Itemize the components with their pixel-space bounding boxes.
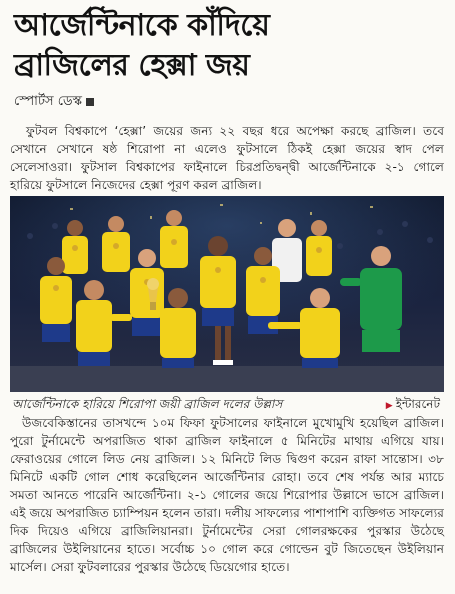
photo-credit-text: ইন্টারনেট <box>395 397 440 411</box>
square-bullet-icon <box>86 98 94 106</box>
photo-credit <box>386 396 440 416</box>
lead-paragraph: ফুটবল বিশ্বকাপে ‘হেক্সা’ জয়ের জন্য ২২ বছর ধরে অপেক্ষা করছে ব্রাজিল। তবে সেখানে সেখানে ষষ্ঠ শিরোপা না এলেও ফুটসালে ঠিকই হেক্সা জয়ের স্বাদ পেল সেলেসাওরা। ফুটসাল বিশ্বকাপের ফাইনালে চিরপ্রতিদ্বন্দ্বী আর্জেন্টিনাকে ২-১ গোলে হারিয়ে ফুটসালে নিজেদের হেক্সা পূরণ করল ব্রাজিল। <box>10 124 444 192</box>
photo-caption-row <box>10 396 444 412</box>
headline <box>14 6 444 86</box>
triangle-marker-icon: ▶ <box>385 401 393 411</box>
body-paragraph: উজবেকিস্তানের তাসখন্দে ১০ম ফিফা ফুটসালের ফাইনালে মুখোমুখি হয়েছিল ব্রাজিল। পুরো টুর্নামেন্টে অপরাজিত থাকা ব্রাজিল ফাইনালে ৫ মিনিটের মাথায় এগিয়ে যায়। ফেরাওয়ের গোলে লিড নেয় ব্রাজিল। ১২ মিনিটে লিড দ্বিগুণ করেন রাফা সান্তোস। ৩৮ মিনিটে একটি গোল শোধ করেছিলেন আর্জেন্টিনার রোহা। তবে শেষ পর্যন্ত আর ম্যাচে সমতা আনতে পারেনি আর্জেন্টিনা। ২-১ গোলের জয়ে শিরোপার উল্লাসে ভাসে ব্রাজিল। এই জয়ে অপরাজিত চ্যাম্পিয়ন হলেন তারা। দলীয় সাফল্যের পাশাপাশি ব্যক্তিগত সাফল্যের দিক দিয়েও এগিয়ে ব্রাজিলিয়ানরা। টুর্নামেন্টের সেরা গোলরক্ষকের পুরস্কার উঠেছে ব্রাজিলের উইলিয়ানের হাতে। সর্বোচ্চ ১০ গোল করে গোল্ডেন বুট জিতেছেন উইলিয়ান মার্সেল। সেরা ফুটবলারের পুরস্কার উঠেছে ডিয়েগোর হাতে। <box>10 416 444 574</box>
byline-text: স্পোর্টস ডেস্ক <box>14 94 82 109</box>
team-celebration-illustration <box>10 196 444 392</box>
celebration-photo <box>10 196 444 392</box>
headline-line-1: আর্জেন্টিনাকে কাঁদিয়ে <box>14 8 270 43</box>
byline <box>14 92 94 113</box>
photo-caption: আর্জেন্টিনাকে হারিয়ে শিরোপা জয়ী ব্রাজিল দলের উল্লাস <box>12 397 283 411</box>
headline-line-2: ব্রাজিলের হেক্সা জয় <box>14 48 250 83</box>
